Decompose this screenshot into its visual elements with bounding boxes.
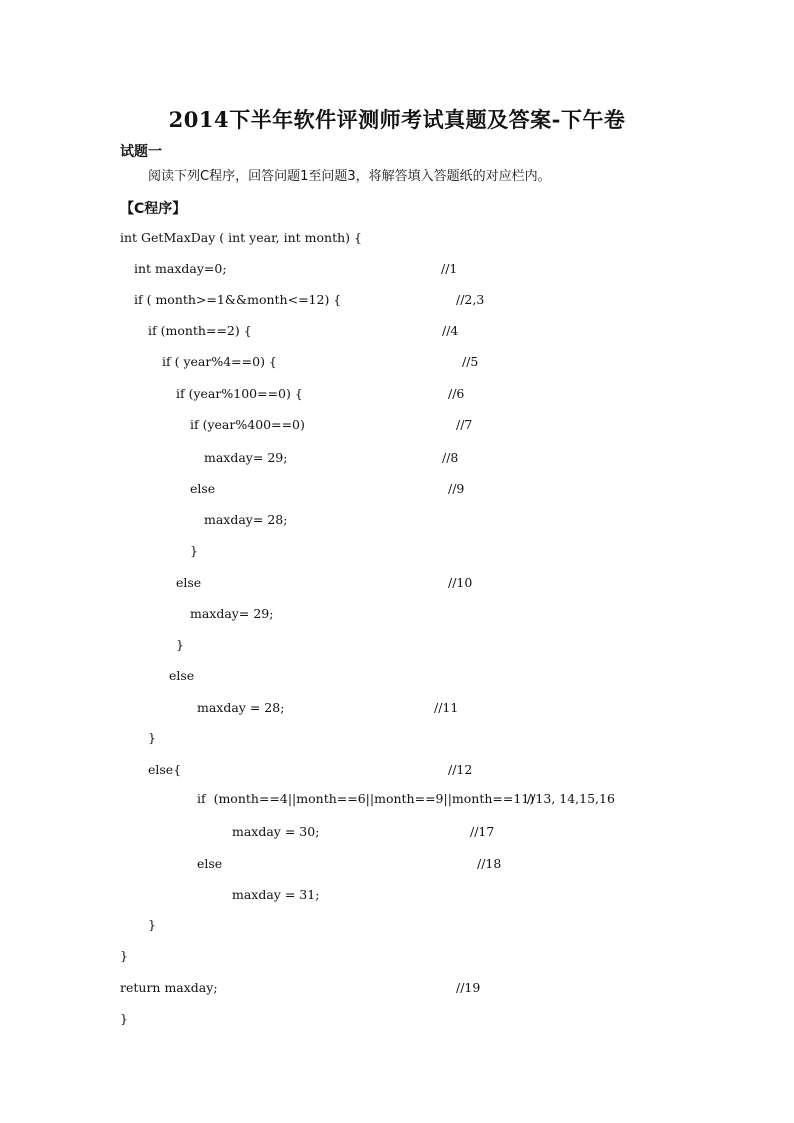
code-line: maxday = 28; <box>197 700 285 715</box>
code-comment: //9 <box>448 481 465 496</box>
code-line: } <box>120 1011 128 1026</box>
code-line: maxday= 29; <box>190 606 274 621</box>
code-line: maxday = 31; <box>232 887 320 902</box>
code-line: } <box>120 948 128 963</box>
code-comment: //18 <box>477 856 502 871</box>
code-line: } <box>148 917 156 932</box>
code-line: maxday= 28; <box>204 512 288 527</box>
code-comment: //1 <box>441 261 458 276</box>
intro-paragraph: 阅读下列C程序，回答问题1至问题3，将解答填入答题纸的对应栏内。 <box>148 169 551 184</box>
code-comment: //5 <box>462 354 479 369</box>
code-comment: //7 <box>456 417 473 432</box>
code-line: } <box>176 637 184 652</box>
code-comment: //10 <box>448 575 473 590</box>
code-line: int GetMaxDay ( int year, int month) { <box>120 230 362 245</box>
code-comment: //12 <box>448 762 473 777</box>
code-comment: //17 <box>470 824 495 839</box>
program-heading: 【C程序】 <box>120 201 187 217</box>
code-line: else <box>190 481 216 496</box>
code-line: if (month==4||month==6||month==9||month==11) <box>197 791 535 806</box>
code-line: if (year%400==0) <box>190 417 305 432</box>
code-line: } <box>190 543 198 558</box>
code-line: } <box>148 730 156 745</box>
section-heading: 试题一 <box>120 144 162 160</box>
code-comment: //2,3 <box>456 292 485 307</box>
code-line: if (month==2) { <box>148 323 252 338</box>
document-title: 2014下半年软件评测师考试真题及答案-下午卷 <box>168 107 626 132</box>
code-line: else <box>169 668 195 683</box>
code-line: else <box>176 575 202 590</box>
code-line: if ( year%4==0) { <box>162 354 277 369</box>
code-line: maxday = 30; <box>232 824 320 839</box>
code-comment: //13, 14,15,16 <box>527 791 615 806</box>
code-comment: //19 <box>456 980 481 995</box>
code-line: return maxday; <box>120 980 218 995</box>
code-line: if (year%100==0) { <box>176 386 303 401</box>
code-comment: //4 <box>442 323 459 338</box>
code-line: else{ <box>148 762 182 777</box>
code-line: maxday= 29; <box>204 450 288 465</box>
code-comment: //8 <box>442 450 459 465</box>
code-comment: //11 <box>434 700 459 715</box>
code-line: else <box>197 856 223 871</box>
code-line: if ( month>=1&&month<=12) { <box>134 292 342 307</box>
code-line: int maxday=0; <box>134 261 227 276</box>
code-comment: //6 <box>448 386 465 401</box>
